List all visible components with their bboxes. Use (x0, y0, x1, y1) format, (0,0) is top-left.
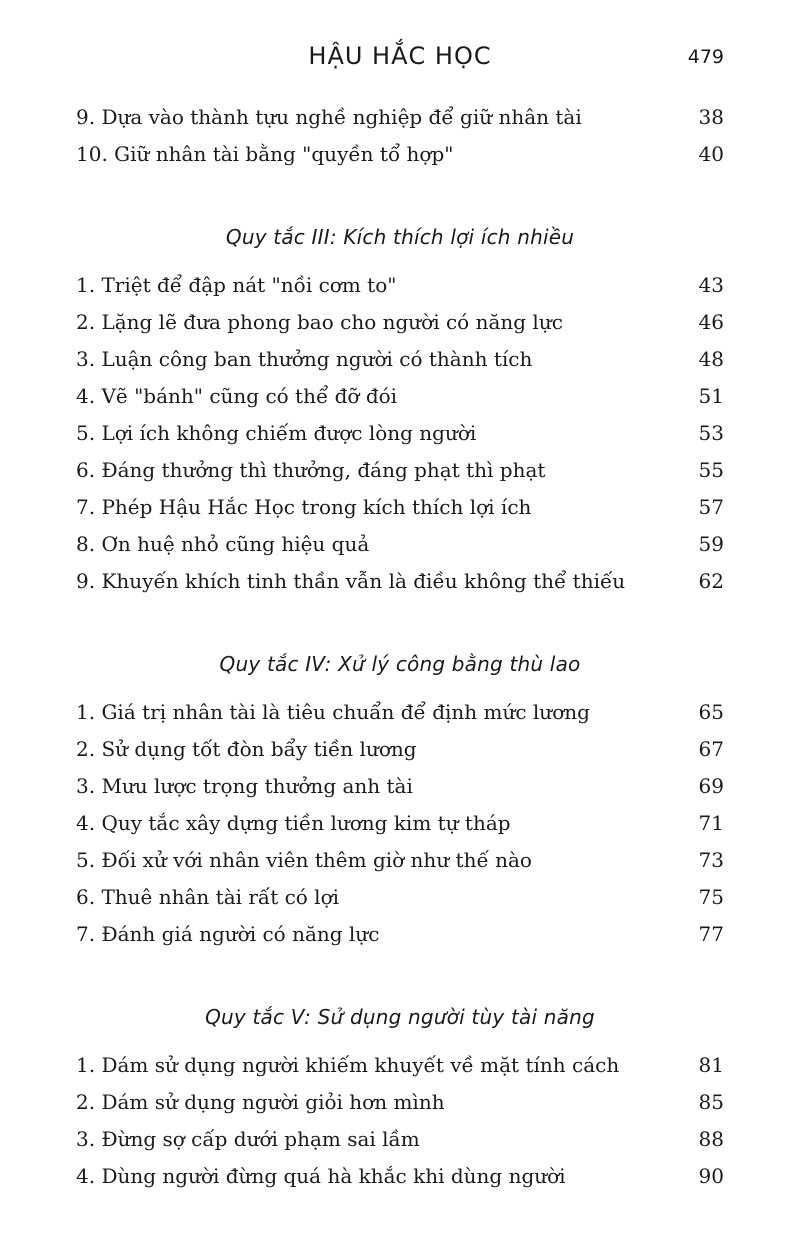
toc-entry-page: 53 (698, 421, 724, 445)
toc-entry-page: 75 (698, 885, 724, 909)
toc-entry-title: 2. Sử dụng tốt đòn bẩy tiền lương (76, 737, 417, 761)
toc-entry-title: 4. Vẽ "bánh" cũng có thể đỡ đói (76, 384, 398, 408)
toc-entry-title: 6. Thuê nhân tài rất có lợi (76, 885, 340, 909)
toc-entry-page: 48 (698, 347, 724, 371)
toc-entry-page: 81 (698, 1053, 724, 1077)
toc-entry-page: 57 (698, 495, 724, 519)
section-heading: Quy tắc IV: Xử lý công bằng thù lao (219, 652, 581, 676)
toc-entry-page: 40 (698, 142, 724, 166)
toc-entry (76, 1047, 724, 1084)
toc-entry (76, 805, 724, 842)
toc-entry-page: 90 (698, 1164, 724, 1188)
toc-entry-page: 77 (698, 922, 724, 946)
toc-entry-title: 2. Dám sử dụng người giỏi hơn mình (76, 1090, 445, 1114)
toc-entry-page: 55 (698, 458, 724, 482)
toc-entry-title: 1. Giá trị nhân tài là tiêu chuẩn để định mức lương (76, 700, 590, 724)
page-number: 479 (687, 46, 724, 68)
toc-entry (76, 489, 724, 526)
toc-entry (76, 694, 724, 731)
toc-entry-title: 2. Lặng lẽ đưa phong bao cho người có năng lực (76, 310, 563, 334)
toc-entry-title: 1. Triệt để đập nát "nồi cơm to" (76, 273, 397, 297)
toc-entry-title: 5. Lợi ích không chiếm được lòng người (76, 421, 477, 445)
toc-entry (76, 452, 724, 489)
toc-entry-title: 3. Mưu lược trọng thưởng anh tài (76, 774, 413, 798)
toc-entry (76, 1158, 724, 1195)
toc-entry-page: 62 (698, 569, 724, 593)
toc-entry-title: 7. Đánh giá người có năng lực (76, 922, 380, 946)
toc-entry-page: 51 (698, 384, 724, 408)
toc-entry (76, 768, 724, 805)
toc-entry (76, 341, 724, 378)
toc-entry (76, 378, 724, 415)
toc-entry (76, 304, 724, 341)
toc-entry-page: 88 (698, 1127, 724, 1151)
toc-entry-page: 73 (698, 848, 724, 872)
toc-entry-title: 7. Phép Hậu Hắc Học trong kích thích lợi ích (76, 495, 532, 519)
toc-entry (76, 1121, 724, 1158)
toc-entry-title: 10. Giữ nhân tài bằng "quyền tổ hợp" (76, 142, 454, 166)
toc-entry-title: 5. Đối xử với nhân viên thêm giờ như thế nào (76, 848, 532, 872)
toc-entry (76, 526, 724, 563)
toc-entry-page: 59 (698, 532, 724, 556)
toc-entry (76, 916, 724, 953)
toc-entry-title: 3. Luận công ban thưởng người có thành tích (76, 347, 533, 371)
toc-entry (76, 1084, 724, 1121)
toc-entry-page: 43 (698, 273, 724, 297)
running-title: HẬU HẮC HỌC (308, 42, 492, 70)
running-header (0, 40, 800, 76)
toc-entry-title: 4. Quy tắc xây dựng tiền lương kim tự tháp (76, 811, 511, 835)
toc-entry-title: 9. Khuyến khích tinh thần vẫn là điều không thể thiếu (76, 569, 626, 593)
toc-entry (76, 563, 724, 600)
toc-entry (76, 267, 724, 304)
toc-entry (76, 415, 724, 452)
toc-entry-title: 9. Dựa vào thành tựu nghề nghiệp để giữ nhân tài (76, 105, 582, 129)
toc-entry (76, 99, 724, 136)
section-heading: Quy tắc V: Sử dụng người tùy tài năng (205, 1005, 595, 1029)
toc-entry-page: 38 (698, 105, 724, 129)
toc-entry-title: 4. Dùng người đừng quá hà khắc khi dùng người (76, 1164, 566, 1188)
toc-entry (76, 731, 724, 768)
toc-entry-title: 8. Ơn huệ nhỏ cũng hiệu quả (76, 532, 370, 556)
toc-entry (76, 136, 724, 173)
toc-entry-page: 65 (698, 700, 724, 724)
toc-entry-page: 67 (698, 737, 724, 761)
toc-entry-page: 85 (698, 1090, 724, 1114)
toc-entry (76, 879, 724, 916)
toc-entry-title: 1. Dám sử dụng người khiếm khuyết về mặt tính cách (76, 1053, 620, 1077)
section-heading: Quy tắc III: Kích thích lợi ích nhiều (225, 225, 575, 249)
table-of-contents (76, 99, 724, 1195)
toc-entry-title: 6. Đáng thưởng thì thưởng, đáng phạt thì phạt (76, 458, 546, 482)
toc-entry-page: 69 (698, 774, 724, 798)
toc-entry-title: 3. Đừng sợ cấp dưới phạm sai lầm (76, 1127, 420, 1151)
toc-entry-page: 71 (698, 811, 724, 835)
toc-entry-page: 46 (698, 310, 724, 334)
toc-entry (76, 842, 724, 879)
